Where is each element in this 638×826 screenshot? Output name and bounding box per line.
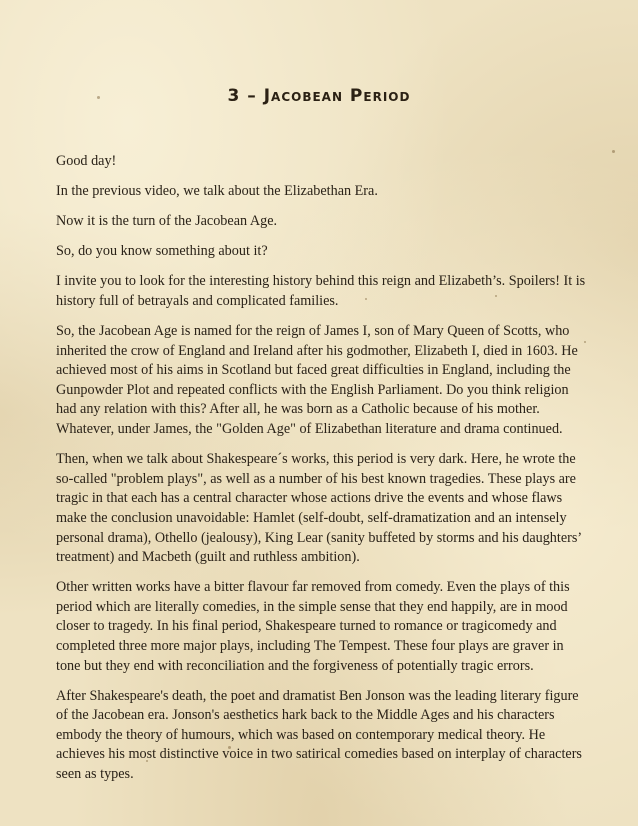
- paragraph-question: So, do you know something about it?: [56, 243, 268, 260]
- paragraph-previous-video: In the previous video, we talk about the Elizabethan Era.: [56, 183, 378, 200]
- paragraph-james-reign: So, the Jacobean Age is named for the reign of James I, son of Mary Queen of Scotts, who inherited the crow of England and Ireland after his godmother, Elizabeth I, died in 1603. He achieved most of his aims in Scotland but faced great difficulties in England, including the Gunpowder Plot and repeated conflicts with the English Parliament. Do you think religion had any relation with this? After all, he was born as a Catholic because of his mother. Whatever, under James, the "Golden Age" of Elizabethan literature and drama continued.: [56, 323, 578, 438]
- document-body: [56, 152, 586, 795]
- paragraph-greeting: Good day!: [56, 153, 117, 169]
- paper-speck: [612, 150, 615, 153]
- paragraph-jacobean-turn: Now it is the turn of the Jacobean Age.: [56, 213, 278, 230]
- page-title: 3 – Jacobean Period: [227, 86, 411, 106]
- paragraph-invitation: I invite you to look for the interesting history behind this reign and Elizabeth’s. Spoilers! It is history full of betrayals and complicated families.: [56, 273, 586, 309]
- paragraph-other-works: Other written works have a bitter flavour far removed from comedy. Even the plays of this period which are literally comedies, in the simple sense that they end happily, are in mood closer to tragedy. In his final period, Shakespeare turned to romance or tragicomedy and completed three more major plays, including The Tempest. These four plays are graver in tone but they end with reconciliation and the forgiveness of potentially tragic errors.: [56, 579, 570, 674]
- paragraph-shakespeare-tragedies: Then, when we talk about Shakespeare´s works, this period is very dark. Here, he wrote the so-called "problem plays", as well as a number of his best known tragedies. These plays are tragic in that each has a central character whose actions drive the events and whose flaws make the conclusion unavoidable: Hamlet (self-doubt, self-dramatization and an intensely personal drama), Othello (jealousy), King Lear (sanity buffeted by storms and his daughters’ treatment) and Macbeth (guilt and ruthless ambition).: [56, 451, 582, 566]
- paragraph-ben-jonson: After Shakespeare's death, the poet and dramatist Ben Jonson was the leading literary figure of the Jacobean era. Jonson's aesthetics hark back to the Middle Ages and his characters embody the theory of humours, which was based on contemporary medical theory. He achieves his most distinctive voice in two satirical comedies based on interplay of characters seen as types.: [56, 687, 582, 783]
